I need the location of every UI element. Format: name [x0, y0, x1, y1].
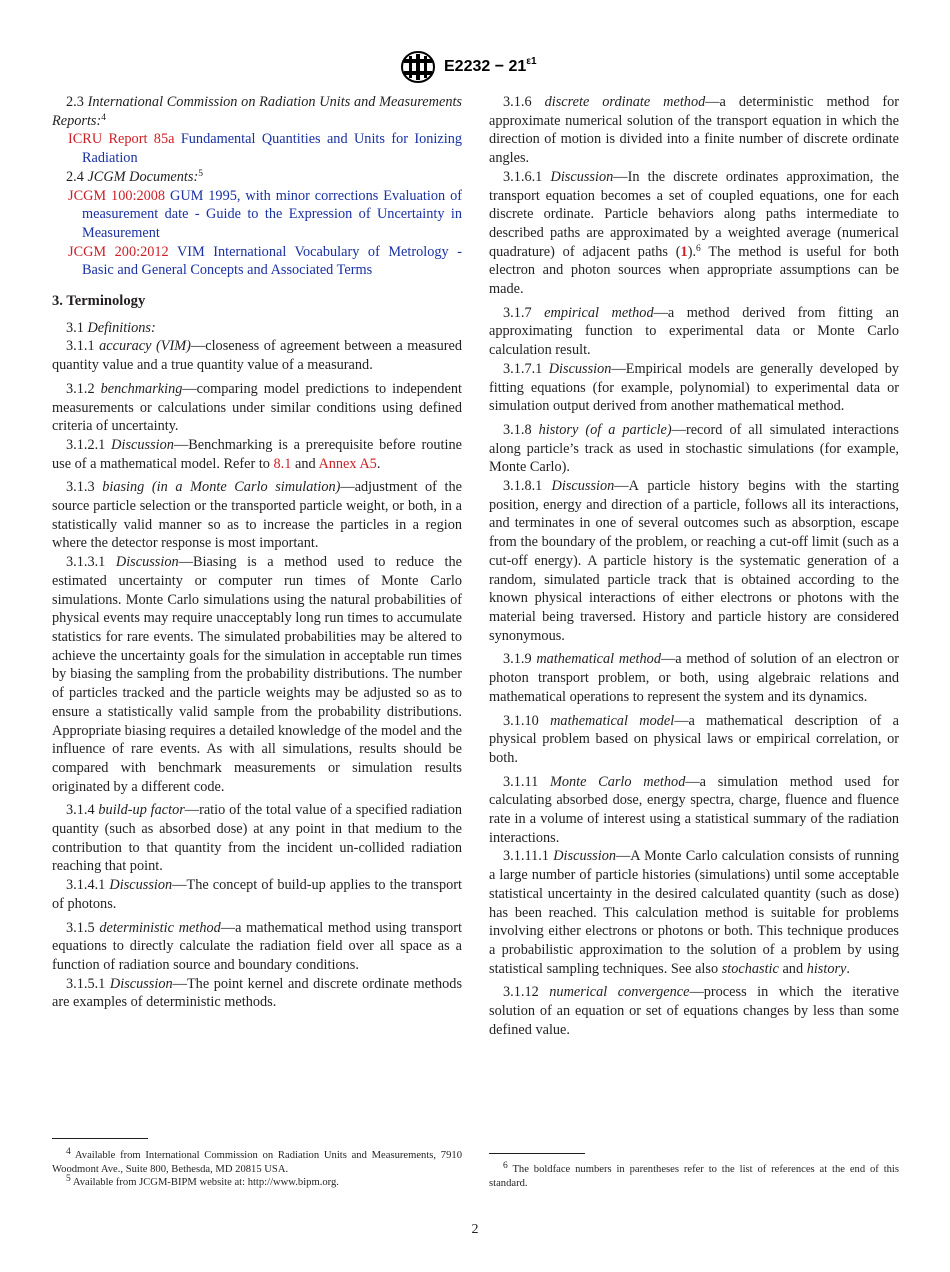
ref-jcgm100-link[interactable]: JCGM 100:2008 — [68, 187, 166, 204]
section-3-heading: 3. Terminology — [52, 293, 146, 310]
ref-jcgm200-link[interactable]: JCGM 200:2012 — [68, 243, 169, 260]
footnote-rule-left — [52, 1138, 148, 1139]
standard-designation — [444, 58, 537, 76]
term-3-1-3: 3.1.3 biasing (in a Monte Carlo simulation)—adjustment of the source particle selection or the transported particle weight, or both, in a statistically valid manner so as to increase the particles in a region where the detector response is most important. — [52, 479, 463, 552]
discussion-3-1-7-1: 3.1.7.1 Discussion—Empirical models are generally developed by fitting equations (for example, polynomial) to experimental data or simulation output derived from another mathematical method. — [489, 360, 899, 415]
discussion-3-1-11-1: 3.1.11.1 Discussion—A Monte Carlo calculation consists of running a large number of particle histories (simulations) until some acceptable statistical uncertainty in the desired calculated quantity (such as dose) has been reached. This calculation method is suitable for problems involving either electrons or photons or both. This technique produces a probabilistic approximation to the solution of a problem by using statistical sampling techniques. See also stochastic and history. — [489, 848, 900, 977]
discussion-3-1-8-1: 3.1.8.1 Discussion—A particle history begins with the starting position, energy and direction of a particle, follows all its interactions, and terminates in one of several outcomes such as absorption, escape from the boundary of the problem, or reaching a cut-off limit (such as a cut-off energy). A particle history is the systematic generation of a random, simulated particle track that is obtained according to the known physical interactions of either electrons or photons with the material being traversed. History and particle history are considered synonymous. — [489, 478, 899, 644]
term-3-1-4: 3.1.4 build-up factor—ratio of the total value of a specified radiation quantity (such as absorbed dose) at any point in that medium to the contribution to that quantity from the incident un-collided radiation reaching that point. — [52, 802, 462, 875]
left-column — [52, 93, 462, 1012]
ref-jcgm-100 — [52, 187, 462, 243]
term-3-1-5: 3.1.5 deterministic method—a mathematical method using transport equations to directly calculate the radiation field over all space as a function of radiation source and boundary conditions. — [52, 919, 463, 973]
discussion-3-1-5-1: 3.1.5.1 Discussion—The point kernel and discrete ordinate methods are examples of deterministic methods. — [52, 975, 463, 1011]
link-8-1[interactable]: 8.1 — [273, 455, 292, 472]
right-column — [489, 93, 899, 1039]
discussion-3-1-3-1: 3.1.3.1 Discussion—Biasing is a method used to reduce the estimated uncertainty or computer run times of Monte Carlo simulations. Monte Carlo simulations using the natural probabilities of physical events may require unacceptably long run times to accumulate statistics for rare events. The simulated probabilities may be altered to achieve the uncertainty goals for the simulation in acceptable run times by biasing the sampling from the probability distributions. The number of particles tracked and the particle weights may be adjusted so as to ensure a statistically valid sample from the probability distributions. Appropriate biasing requires a detailed knowledge of the model and the influence of rare events. As with all simulations, results should be compared with benchmark measurements or simulation results originated by a different code. — [52, 554, 463, 795]
link-annex-a5[interactable]: Annex A5 — [318, 455, 377, 472]
section-3-1: 3.1 Definitions: — [66, 319, 156, 336]
term-3-1-10: 3.1.10 mathematical model—a mathematical description of a physical problem based on physical laws or empirical correlation, or both. — [489, 712, 899, 766]
footnotes-left — [52, 1149, 462, 1190]
footnote-rule-right — [489, 1153, 585, 1154]
footnote-4: 4 Available from International Commission on Radiation Units and Measurements, 7910 Woodmont Ave., Suite 800, Bethesda, MD 20815 USA. — [52, 1147, 462, 1175]
ref-icru-link[interactable]: ICRU Report 85a — [68, 131, 175, 148]
astm-logo-icon — [400, 50, 436, 84]
term-3-1-11: 3.1.11 Monte Carlo method—a simulation method used for calculating absorbed dose, energy spectra, charge, fluence and fluence rate in a volume of interest using a statistical summary of the radiation interactions. — [489, 773, 899, 846]
section-2-3: 2.3 International Commission on Radiation Units and Measurements Reports:$^4$ — [52, 94, 462, 129]
footnotes-right — [489, 1163, 899, 1190]
page-number: 2 — [471, 1222, 479, 1237]
page-header — [0, 50, 950, 84]
term-3-1-2: 3.1.2 benchmarking—comparing model predictions to independent measurements or calculations under similar conditions using defined criteria of uncertainty. — [52, 380, 462, 435]
designation-number: E2232 − 21 — [444, 58, 527, 75]
ref-jcgm100-title-link[interactable]: GUM 1995, with minor corrections Evaluation of measurement date - Guide to the Expression of Uncertainty in Measurement — [82, 187, 462, 241]
term-3-1-12: 3.1.12 numerical convergence—process in which the iterative solution of an equation or set of equations changes by less than some defined value. — [489, 984, 900, 1038]
ref-icru-title-link[interactable]: Fundamental Quantities and Units for Ionizing Radiation — [82, 131, 462, 167]
term-3-1-9: 3.1.9 mathematical method—a method of solution of an electron or photon transport problem, or both, using algebraic relations and mathematical operations to represent the system and its dynamics. — [489, 651, 899, 705]
ref-icru-85a — [52, 130, 462, 167]
section-2-4: 2.4 JCGM Documents:$^5$ — [66, 168, 203, 185]
term-3-1-6: 3.1.6 discrete ordinate method—a deterministic method for approximate numerical solution of the transport equation in which the direction of motion is divided into a finite number of discrete ordinate angles. — [489, 94, 899, 167]
discussion-3-1-4-1: 3.1.4.1 Discussion—The concept of build-up applies to the transport of photons. — [52, 877, 463, 912]
footnote-5: 5 Available from JCGM-BIPM website at: http://www.bipm.org. — [66, 1174, 339, 1189]
ref-jcgm-200 — [52, 243, 462, 280]
discussion-3-1-6-1: 3.1.6.1 Discussion—In the discrete ordinates approximation, the transport equation becomes a set of coupled equations, one for each discrete ordinate. Particle behaviors along paths intermediate to described paths are approximated by a weighted average (numerical quadrature) of adjacent paths (1).$^6$ The method is useful for both electron and photon sources when appropriate assumptions can be made. — [489, 168, 900, 298]
discussion-3-1-2-1: 3.1.2.1 Discussion—Benchmarking is a prerequisite before routine use of a mathematical model. Refer to 8.1 and Annex A5. — [52, 436, 462, 472]
term-3-1-8: 3.1.8 history (of a particle)—record of all simulated interactions along particle’s track as used in stochastic simulations (for example, Monte Carlo). — [489, 421, 899, 476]
term-3-1-1: 3.1.1 accuracy (VIM)—closeness of agreement between a measured quantity value and a true quantity value of a measurand. — [52, 338, 462, 374]
footnote-6: 6 The boldface numbers in parentheses refer to the list of references at the end of this standard. — [489, 1161, 899, 1189]
ref-jcgm200-title-link[interactable]: VIM International Vocabulary of Metrology - Basic and General Concepts and Associated Terms — [82, 243, 462, 279]
term-3-1-7: 3.1.7 empirical method—a method derived from fitting an approximating function to experimental data or Monte Carlo calculation result. — [489, 304, 899, 359]
designation-superscript: ε1 — [526, 56, 537, 67]
reference-1-link[interactable]: 1 — [680, 243, 688, 260]
